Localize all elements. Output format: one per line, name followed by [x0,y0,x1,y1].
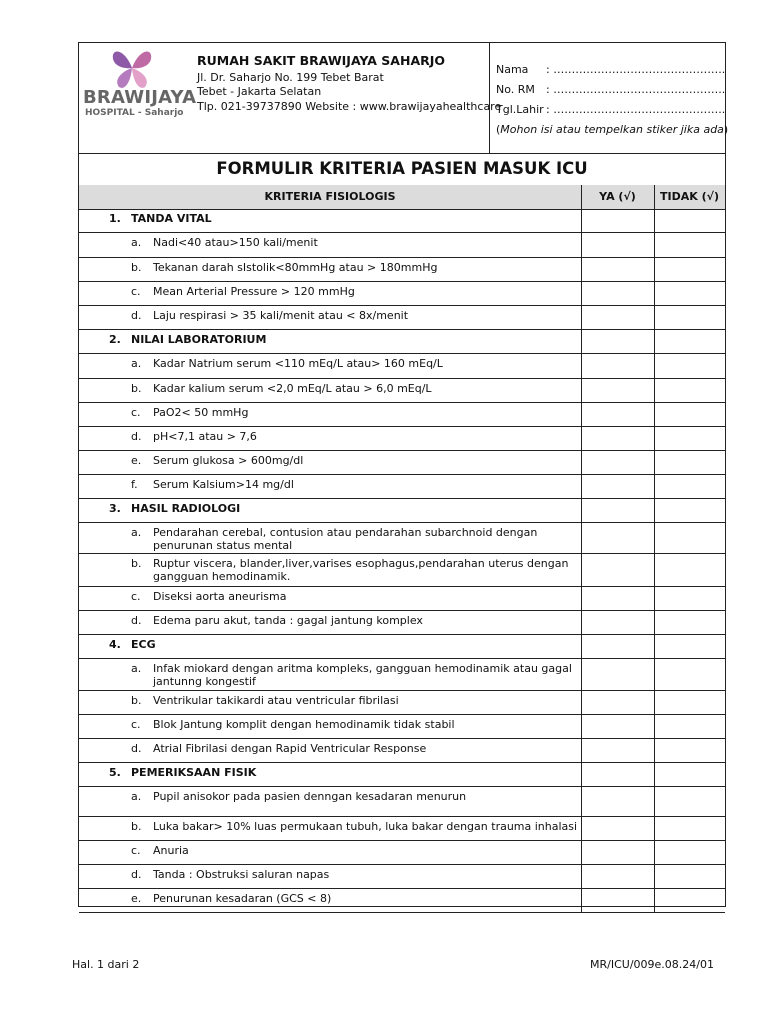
table-row [79,715,725,739]
criteria-text: Tekanan darah sIstolik<80mmHg atau > 180mmHg [153,261,438,274]
form-code: MR/ICU/009e.08.24/01 [590,958,714,971]
yes-check-cell[interactable] [582,451,654,474]
form-header [79,43,729,154]
section-row [79,330,725,354]
no-check-cell[interactable] [655,282,725,305]
table-row [79,841,725,865]
item-letter: c. [131,285,141,298]
no-check-cell[interactable] [655,403,725,426]
item-letter: a. [131,236,142,249]
no-check-cell[interactable] [655,233,725,257]
table-row [79,451,725,475]
butterfly-logo-icon [107,45,157,91]
col-no-header: TIDAK (√) [660,190,719,203]
no-check-cell[interactable] [655,587,725,610]
yes-check-cell[interactable] [582,691,654,714]
no-check-cell[interactable] [655,865,725,888]
section-number: 5. [109,766,121,779]
logo-sub-text: HOSPITAL - Saharjo [85,108,184,118]
yes-check-cell[interactable] [582,354,654,378]
yes-check-cell[interactable] [582,659,654,690]
table-row [79,427,725,451]
patient-dob-row[interactable] [496,103,725,116]
hospital-logo [79,43,197,153]
yes-check-cell[interactable] [582,523,654,553]
form-title: FORMULIR KRITERIA PASIEN MASUK ICU [79,153,725,186]
criteria-text: Ventrikular takikardi atau ventricular fibrilasi [153,694,399,707]
item-letter: d. [131,742,142,755]
section-label: PEMERIKSAAN FISIK [131,766,257,779]
section-label: ECG [131,638,156,651]
table-row [79,554,725,587]
yes-check-cell[interactable] [582,611,654,634]
criteria-text: Anuria [153,844,189,857]
criteria-text: Kadar kalium serum <2,0 mEq/L atau > 6,0 mEq/L [153,382,432,395]
criteria-text: Edema paru akut, tanda : gagal jantung komplex [153,614,423,627]
no-check-cell[interactable] [655,611,725,634]
yes-check-cell[interactable] [582,306,654,329]
criteria-text: Blok Jantung komplit dengan hemodinamik tidak stabil [153,718,455,731]
table-row [79,691,725,715]
patient-name-row[interactable] [496,63,725,76]
criteria-text: Luka bakar> 10% luas permukaan tubuh, luka bakar dengan trauma inhalasi [153,820,578,833]
section-number: 3. [109,502,121,515]
no-check-cell[interactable] [655,523,725,553]
item-letter: c. [131,844,141,857]
section-number: 4. [109,638,121,651]
yes-check-cell[interactable] [582,715,654,738]
item-letter: d. [131,309,142,322]
criteria-text: Kadar Natrium serum <110 mEq/L atau> 160 mEq/L [153,357,443,370]
section-label: HASIL RADIOLOGI [131,502,241,515]
table-row [79,379,725,403]
table-row [79,739,725,763]
hospital-contact: Tlp. 021-39737890 Website : www.brawijayahealthcare [197,100,502,113]
yes-check-cell[interactable] [582,379,654,402]
table-header-row [79,185,725,210]
patient-rm-label: No. RM [496,83,535,96]
page-number: Hal. 1 dari 2 [72,958,140,971]
table-row [79,282,725,306]
section-number: 2. [109,333,121,346]
item-letter: a. [131,662,142,675]
no-check-cell[interactable] [655,451,725,474]
section-row [79,499,725,523]
criteria-text: Serum glukosa > 600mg/dl [153,454,304,467]
yes-check-cell[interactable] [582,787,654,816]
item-letter: a. [131,526,142,539]
no-check-cell[interactable] [655,554,725,586]
yes-check-cell[interactable] [582,865,654,888]
patient-rm-field[interactable]: : ……………………………………….. [546,83,726,96]
yes-check-cell[interactable] [582,282,654,305]
table-row [79,475,725,499]
table-row [79,611,725,635]
yes-check-cell[interactable] [582,427,654,450]
sticker-note: (Mohon isi atau tempelkan stiker jika ada) [496,123,729,136]
hospital-address-1: Jl. Dr. Saharjo No. 199 Tebet Barat [197,71,384,84]
no-check-cell[interactable] [655,475,725,498]
criteria-text: Pupil anisokor pada pasien denngan kesadaran menurun [153,790,467,803]
criteria-text: Infak miokard dengan aritma kompleks, gangguan hemodinamik atau gagal jantunng kongestif [153,662,572,688]
yes-check-cell[interactable] [582,258,654,281]
no-check-cell[interactable] [655,841,725,864]
item-letter: c. [131,718,141,731]
logo-brand-text: BRAWIJAYA [83,87,197,108]
table-row [79,258,725,282]
item-letter: e. [131,892,142,905]
criteria-text: Diseksi aorta aneurisma [153,590,287,603]
hospital-address-2: Tebet - Jakarta Selatan [197,85,322,98]
no-check-cell[interactable] [655,889,725,912]
section-label: TANDA VITAL [131,212,212,225]
yes-check-cell[interactable] [582,554,654,586]
icu-admission-form [78,42,729,907]
yes-check-cell[interactable] [582,403,654,426]
criteria-text: Ruptur viscera, blander,liver,varises esophagus,pendarahan uterus dengan gangguan hemodinamik. [153,557,569,583]
section-row [79,763,725,787]
criteria-text: Tanda : Obstruksi saluran napas [153,868,330,881]
table-row [79,403,725,427]
no-check-cell[interactable] [655,306,725,329]
criteria-text: Laju respirasi > 35 kali/menit atau < 8x/menit [153,309,409,322]
criteria-text: PaO2< 50 mmHg [153,406,249,419]
item-letter: a. [131,357,142,370]
item-letter: c. [131,406,141,419]
col-divider-yes [581,185,582,913]
item-letter: b. [131,557,142,570]
no-check-cell[interactable] [655,354,725,378]
no-check-cell[interactable] [655,739,725,762]
item-letter: b. [131,261,142,274]
yes-check-cell[interactable] [582,587,654,610]
no-check-cell[interactable] [655,659,725,690]
yes-check-cell[interactable] [582,889,654,912]
table-row [79,889,725,913]
yes-check-cell[interactable] [582,739,654,762]
item-letter: d. [131,614,142,627]
section-label: NILAI LABORATORIUM [131,333,267,346]
hospital-info [197,43,502,153]
section-number: 1. [109,212,121,225]
table-row [79,787,725,817]
criteria-text: Serum Kalsium>14 mg/dl [153,478,294,491]
col-divider-no [654,185,655,913]
table-row [79,523,725,554]
item-letter: c. [131,590,141,603]
yes-check-cell[interactable] [582,817,654,840]
patient-dob-field[interactable]: : ……………………………………….. [546,103,726,116]
item-letter: d. [131,868,142,881]
hospital-name: RUMAH SAKIT BRAWIJAYA SAHARJO [197,53,446,68]
section-row [79,209,725,233]
section-row [79,635,725,659]
no-check-cell[interactable] [655,787,725,816]
item-letter: b. [131,820,142,833]
yes-check-cell[interactable] [582,475,654,498]
item-letter: d. [131,430,142,443]
table-row [79,587,725,611]
table-row [79,865,725,889]
item-letter: b. [131,382,142,395]
item-letter: e. [131,454,142,467]
no-check-cell[interactable] [655,715,725,738]
no-check-cell[interactable] [655,379,725,402]
patient-name-field[interactable]: : ……………………………………….. [546,63,726,76]
table-row [79,354,725,379]
col-criteria-header: KRITERIA FISIOLOGIS [264,190,396,203]
patient-name-label: Nama [496,63,529,76]
criteria-text: Penurunan kesadaran (GCS < 8) [153,892,332,905]
criteria-text: Mean Arterial Pressure > 120 mmHg [153,285,355,298]
no-check-cell[interactable] [655,817,725,840]
criteria-text: Atrial Fibrilasi dengan Rapid Ventricular Response [153,742,427,755]
patient-dob-label: Tgl.Lahir [496,103,544,116]
yes-check-cell[interactable] [582,233,654,257]
no-check-cell[interactable] [655,691,725,714]
criteria-text: pH<7,1 atau > 7,6 [153,430,257,443]
table-row [79,817,725,841]
item-letter: a. [131,790,142,803]
table-row [79,306,725,330]
table-row [79,659,725,691]
criteria-text: Pendarahan cerebal, contusion atau pendarahan subarchnoid dengan penurunan status mental [153,526,538,552]
no-check-cell[interactable] [655,258,725,281]
table-row [79,233,725,258]
no-check-cell[interactable] [655,427,725,450]
criteria-text: Nadi<40 atau>150 kali/menit [153,236,318,249]
col-yes-header: YA (√) [599,190,636,203]
yes-check-cell[interactable] [582,841,654,864]
patient-rm-row[interactable] [496,83,725,96]
patient-identity-box [489,43,729,153]
item-letter: f. [131,478,138,491]
sticker-note-text: Mohon isi atau tempelkan stiker jika ada [500,123,724,136]
item-letter: b. [131,694,142,707]
